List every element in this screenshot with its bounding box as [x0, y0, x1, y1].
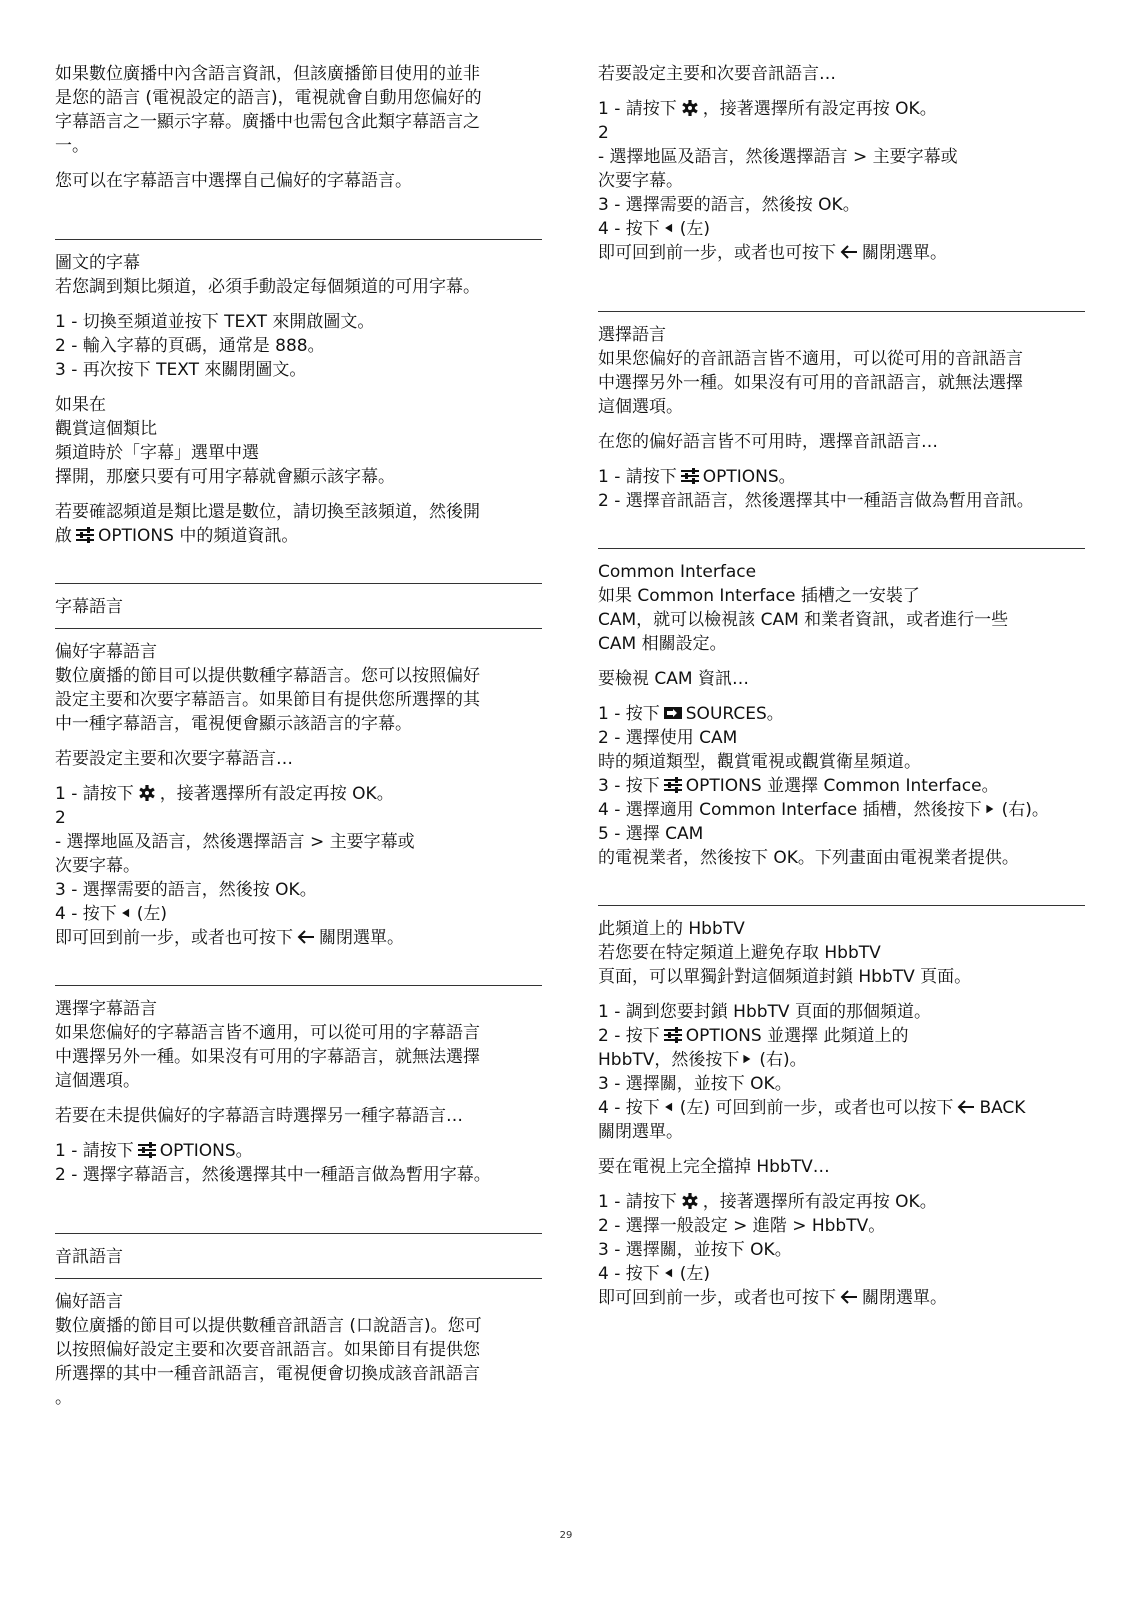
text-span: 即可回到前一步，或者也可按下 [598, 1288, 836, 1308]
step-item: 3 - 選擇需要的語言，然後按 OK。 [598, 195, 860, 215]
step-item: 2 - 選擇音訊語言，然後選擇其中一種語言做為暫用音訊。 [598, 491, 1034, 511]
step-item [598, 1024, 1085, 1048]
step-item [598, 1262, 1085, 1286]
left-arrow-icon [120, 905, 134, 921]
step-item: 2 - 選擇使用 CAM [598, 728, 738, 748]
text-span: 啟 [55, 526, 72, 546]
step-item: 2 - 選擇一般設定 > 進階 > HbbTV。 [598, 1216, 886, 1236]
choose-audio-steps [598, 465, 1085, 513]
hbbtv-disable-intro: 要在電視上完全擋掉 HbbTV… [598, 1157, 830, 1177]
text-span: (右)。 [1001, 800, 1049, 820]
hbbtv-block-steps [598, 1000, 1085, 1144]
left-arrow-icon [663, 1265, 677, 1281]
text-line: 是您的語言 (電視設定的語言)，電視就會自動用您偏好的 [55, 88, 482, 108]
audio-description [55, 1314, 542, 1410]
hbbtv-description [598, 941, 1085, 989]
step-item [55, 782, 542, 806]
text-span: BACK [979, 1098, 1026, 1118]
page-number: 29 [559, 1530, 573, 1541]
subtitle-set-intro: 若要設定主要和次要字幕語言… [55, 749, 293, 769]
subtitle-steps [55, 782, 542, 950]
text-line: CAM 相關設定。 [598, 634, 727, 654]
text-line: 若您要在特定頻道上避免存取 HbbTV [598, 943, 881, 963]
left-arrow-icon [663, 1099, 677, 1115]
text-line: 如果 Common Interface 插槽之一安裝了 [598, 586, 920, 606]
text-span: ，接著選擇所有設定再按 OK。 [702, 1192, 937, 1212]
step-item: 3 - 選擇關，並按下 OK。 [598, 1074, 792, 1094]
step-item [598, 97, 1085, 121]
step-item: 2 [55, 808, 66, 828]
text-span: 2 - 按下 [598, 1026, 660, 1046]
text-span: (左) [679, 1264, 711, 1284]
section-heading-teletext: 圖文的字幕 [55, 253, 140, 273]
section-heading-audio-language: 音訊語言 [55, 1247, 123, 1267]
text-line: 所選擇的其中一種音訊語言，電視便會切換成該音訊語言 [55, 1364, 480, 1384]
text-span: 關閉選單。 [862, 1288, 947, 1308]
choose-subtitle-intro: 若要在未提供偏好的字幕語言時選擇另一種字幕語言… [55, 1106, 463, 1126]
choose-subtitle-steps [55, 1139, 542, 1187]
text-line: 如果在 [55, 395, 106, 415]
step-item [598, 702, 1085, 726]
text-line: 以按照偏好設定主要和次要音訊語言。如果節目有提供您 [55, 1340, 480, 1360]
text-span: 3 - 按下 [598, 776, 660, 796]
text-span: 1 - 按下 [598, 704, 660, 724]
step-item [598, 798, 1085, 822]
step-item: 3 - 選擇需要的語言，然後按 OK。 [55, 880, 317, 900]
step-item [598, 241, 1085, 265]
settings-gear-icon [680, 1193, 700, 1209]
hbbtv-disable-steps [598, 1190, 1085, 1310]
text-span: HbbTV，然後按下 [598, 1050, 740, 1070]
subheading-preferred-language: 偏好語言 [55, 1292, 123, 1312]
step-item: 5 - 選擇 CAM [598, 824, 704, 844]
right-arrow-icon [985, 801, 999, 817]
step-item: 1 - 切換至頻道並按下 TEXT 來開啟圖文。 [55, 312, 375, 332]
text-span: (右)。 [759, 1050, 807, 1070]
text-line: 這個選項。 [598, 397, 683, 417]
options-icon [137, 1142, 157, 1158]
text-line: 如果數位廣播中內含語言資訊，但該廣播節目使用的並非 [55, 64, 480, 84]
step-item [55, 902, 542, 926]
step-item [55, 926, 542, 950]
text-line: 一。 [55, 136, 89, 156]
text-span: 4 - 按下 [55, 904, 117, 924]
text-line: 數位廣播的節目可以提供數種字幕語言。您可以按照偏好 [55, 666, 480, 686]
step-item: 次要字幕。 [55, 856, 140, 876]
options-icon [663, 777, 683, 793]
text-span: 4 - 按下 [598, 1264, 660, 1284]
options-icon [75, 527, 95, 543]
text-span: 1 - 請按下 [598, 467, 677, 487]
text-span: 1 - 請按下 [55, 1141, 134, 1161]
text-line: 這個選項。 [55, 1071, 140, 1091]
back-icon [956, 1099, 976, 1115]
step-item [598, 1048, 1085, 1072]
options-icon [663, 1027, 683, 1043]
text-line: 若要確認頻道是類比還是數位，請切換至該頻道，然後開 [55, 502, 480, 522]
section-heading-common-interface: Common Interface [598, 562, 757, 582]
text-span: OPTIONS。 [159, 1141, 253, 1161]
subheading-preferred-subtitle: 偏好字幕語言 [55, 642, 157, 662]
choose-audio-description [598, 347, 1085, 419]
back-icon [839, 1289, 859, 1305]
right-arrow-icon [742, 1051, 756, 1067]
text-span: (左) [136, 904, 168, 924]
step-item [598, 774, 1085, 798]
text-span: ，接著選擇所有設定再按 OK。 [159, 784, 394, 804]
step-item: 2 [598, 123, 609, 143]
text-line: CAM，就可以檢視該 CAM 和業者資訊，或者進行一些 [598, 610, 1009, 630]
text-line: 設定主要和次要字幕語言。如果節目有提供您所選擇的其 [55, 690, 480, 710]
text-line: 觀賞這個類比 [55, 419, 157, 439]
audio-set-intro: 若要設定主要和次要音訊語言… [598, 64, 836, 84]
settings-gear-icon [680, 100, 700, 116]
text-line [55, 524, 542, 548]
step-item: 的電視業者，然後按下 OK。下列畫面由電視業者提供。 [598, 848, 1019, 868]
section-heading-hbbtv: 此頻道上的 HbbTV [598, 919, 745, 939]
section-heading-choose-subtitle: 選擇字幕語言 [55, 999, 157, 1019]
text-span: 關閉選單。 [862, 243, 947, 263]
step-item: 2 - 輸入字幕的頁碼，通常是 888。 [55, 336, 325, 356]
choose-audio-intro: 在您的偏好語言皆不可用時，選擇音訊語言… [598, 432, 938, 452]
text-span: 4 - 選擇適用 Common Interface 插槽，然後按下 [598, 800, 982, 820]
sources-icon [663, 705, 683, 721]
section-heading-choose-language: 選擇語言 [598, 325, 666, 345]
text-span: (左) 可回到前一步，或者也可以按下 [679, 1098, 954, 1118]
ci-steps [598, 702, 1085, 870]
step-item [598, 1286, 1085, 1310]
right-column [598, 62, 1085, 1321]
teletext-check-paragraph [55, 500, 542, 548]
step-item: 1 - 調到您要封鎖 HbbTV 頁面的那個頻道。 [598, 1002, 931, 1022]
back-icon [296, 929, 316, 945]
text-line: 中一種字幕語言，電視便會顯示該語言的字幕。 [55, 714, 412, 734]
text-span: OPTIONS 並選擇 此頻道上的 [685, 1026, 909, 1046]
choose-subtitle-description [55, 1021, 542, 1093]
teletext-note [55, 393, 542, 489]
back-icon [839, 244, 859, 260]
text-span: 1 - 請按下 [55, 784, 134, 804]
text-span: 1 - 請按下 [598, 99, 677, 119]
text-line: 擇開，那麼只要有可用字幕就會顯示該字幕。 [55, 467, 395, 487]
step-item: 2 - 選擇字幕語言，然後選擇其中一種語言做為暫用字幕。 [55, 1165, 491, 1185]
text-line: 如果您偏好的音訊語言皆不適用，可以從可用的音訊語言 [598, 349, 1023, 369]
text-span: ，接著選擇所有設定再按 OK。 [702, 99, 937, 119]
text-span: SOURCES。 [685, 704, 784, 724]
teletext-intro: 若您調到類比頻道，必須手動設定每個頻道的可用字幕。 [55, 277, 480, 297]
intro-paragraph-1 [55, 62, 542, 158]
text-span: (左) [679, 219, 711, 239]
text-span: 4 - 按下 [598, 219, 660, 239]
text-span: OPTIONS 中的頻道資訊。 [98, 526, 299, 546]
text-line: 頻道時於「字幕」選單中選 [55, 443, 259, 463]
text-line: 中選擇另外一種。如果沒有可用的字幕語言，就無法選擇 [55, 1047, 480, 1067]
step-item [598, 1190, 1085, 1214]
text-line: 。 [55, 1388, 72, 1408]
step-item: 3 - 選擇關，並按下 OK。 [598, 1240, 792, 1260]
options-icon [680, 468, 700, 484]
audio-steps [598, 97, 1085, 265]
text-span: 1 - 請按下 [598, 1192, 677, 1212]
left-column [55, 62, 542, 1421]
teletext-steps [55, 310, 542, 382]
text-span: OPTIONS。 [702, 467, 796, 487]
step-item: 關閉選單。 [598, 1122, 683, 1142]
settings-gear-icon [137, 785, 157, 801]
step-item: - 選擇地區及語言，然後選擇語言 > 主要字幕或 [55, 832, 415, 852]
step-item: 次要字幕。 [598, 171, 683, 191]
ci-description [598, 584, 1085, 656]
step-item [598, 465, 1085, 489]
step-item [598, 217, 1085, 241]
step-item: 時的頻道類型，觀賞電視或觀賞衛星頻道。 [598, 752, 921, 772]
text-line: 如果您偏好的字幕語言皆不適用，可以從可用的字幕語言 [55, 1023, 480, 1043]
text-span: OPTIONS 並選擇 Common Interface。 [685, 776, 999, 796]
left-arrow-icon [663, 220, 677, 236]
subtitle-description [55, 664, 542, 736]
text-span: 關閉選單。 [319, 928, 404, 948]
intro-paragraph-2 [55, 169, 542, 193]
section-heading-subtitle-language: 字幕語言 [55, 597, 123, 617]
ci-view-intro: 要檢視 CAM 資訊… [598, 669, 749, 689]
text-line: 中選擇另外一種。如果沒有可用的音訊語言，就無法選擇 [598, 373, 1023, 393]
text-line: 頁面，可以單獨針對這個頻道封鎖 HbbTV 頁面。 [598, 967, 972, 987]
step-item [598, 1096, 1085, 1120]
step-item [55, 1139, 542, 1163]
text-line: 數位廣播的節目可以提供數種音訊語言 (口說語言)。您可 [55, 1316, 482, 1336]
step-item: - 選擇地區及語言，然後選擇語言 > 主要字幕或 [598, 147, 958, 167]
step-item: 3 - 再次按下 TEXT 來關閉圖文。 [55, 360, 307, 380]
text-line: 您可以在字幕語言中選擇自己偏好的字幕語言。 [55, 171, 412, 191]
text-span: 4 - 按下 [598, 1098, 660, 1118]
text-span: 即可回到前一步，或者也可按下 [598, 243, 836, 263]
text-span: 即可回到前一步，或者也可按下 [55, 928, 293, 948]
text-line: 字幕語言之一顯示字幕。廣播中也需包含此類字幕語言之 [55, 112, 480, 132]
